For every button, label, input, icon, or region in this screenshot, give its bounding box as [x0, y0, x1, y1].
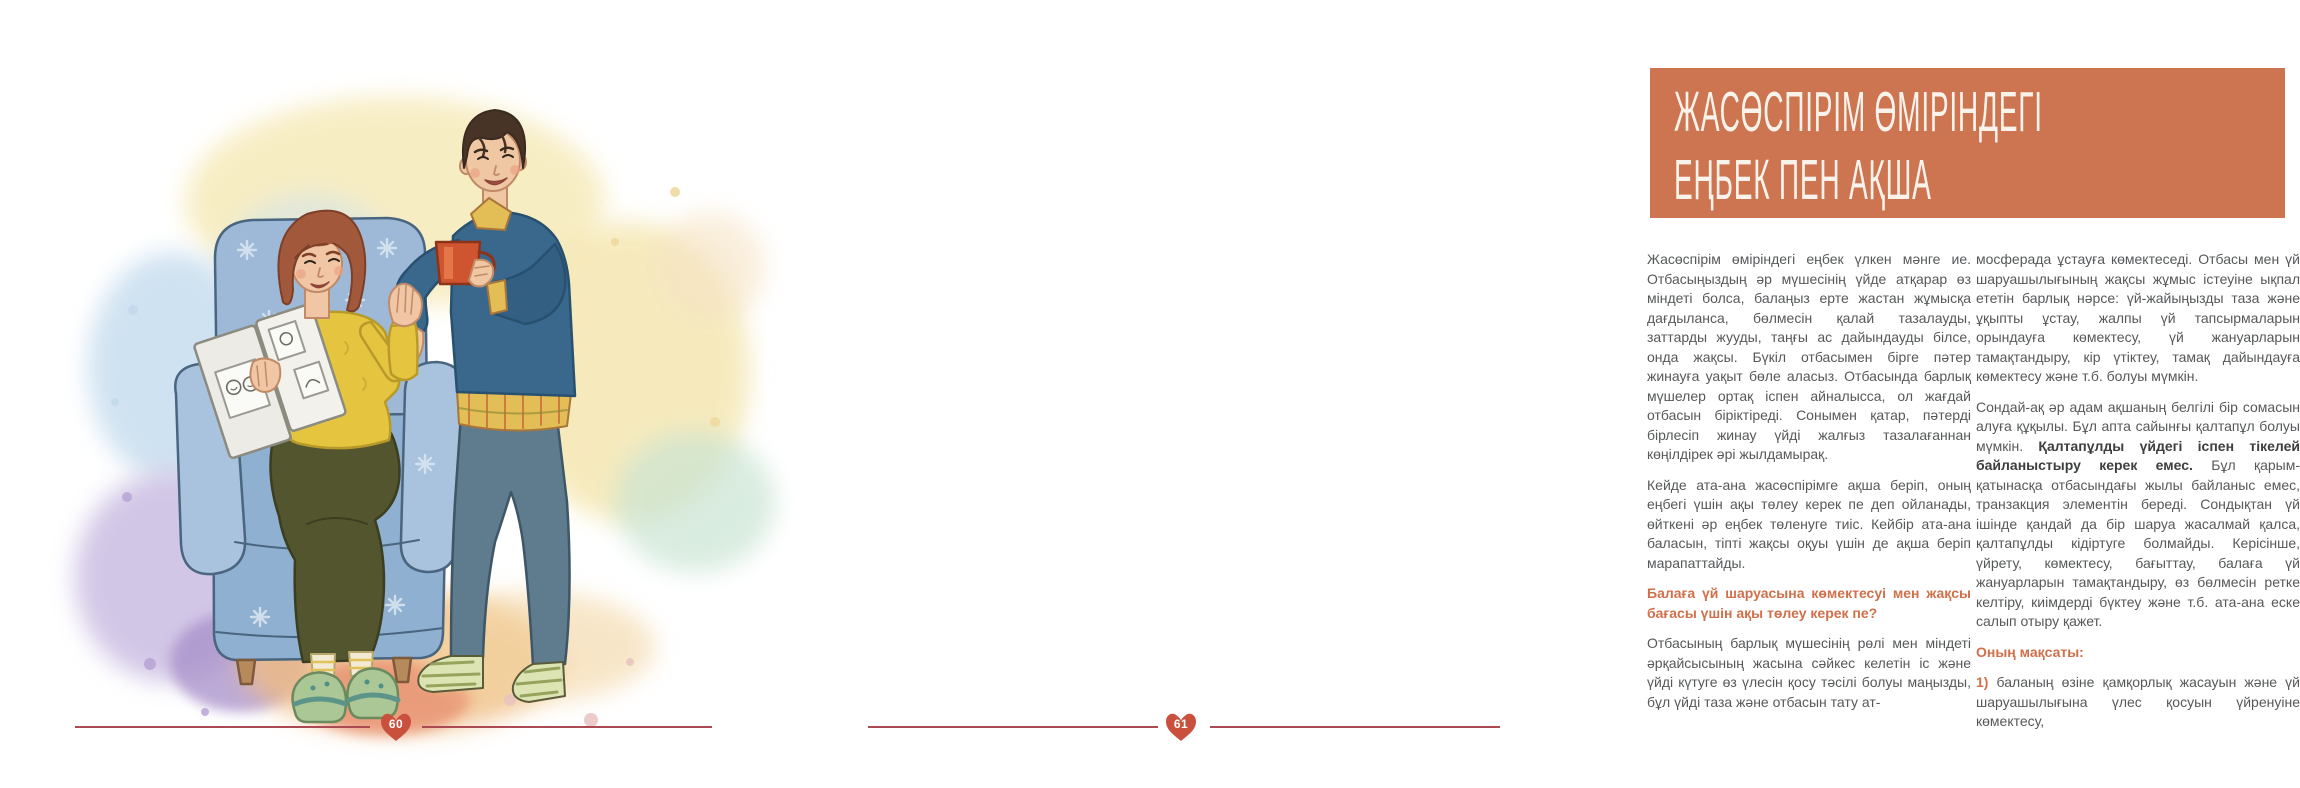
item-number: 1) — [1976, 674, 1989, 690]
chapter-title-banner — [1650, 68, 2285, 218]
paragraph: Сондай-ақ әр адам ақшаның белгілі бір сомасын алуға құқылы. Бұл апта сайынғы қалтапұл болуы мүмкін. Қалтапұлды үйдегі іспен тікелей байланыстыру керек емес. Бұл қарым-қатынасқа отбасындағы жылы байланыс емес, транзакция элементін береді. Сондықтан үй ішінде қандай да бір шаруа жасалмай қалса, қалтапұлды кідіртуге болмайды. Керісінше, үйрету, көмектесу, бағыттау, балаға үй жануарларын тамақтандыру, өз бөлмесін ретке келтіру, киімдерді бүктеу және т.б. ата-ана еске салып отыру қажет. — [1976, 398, 2300, 629]
right-footer-rule — [1210, 726, 1500, 728]
paragraph: Жасөспірім өміріндегі еңбек үлкен мәнге ие. Отбасыңыздың әр мүшесінің үйде атқарар өз міндеті болса, балаңыз ерте жастан жұмысқа дағдыланса, бөлмесін қалай тазалауды, заттарды жууды, таңғы ас дайындауды білсе, онда жақсы. Бүкіл отбасымен бірге пәтер жинауға уақыт бөле аласыз. Отбасында барлық мүшелер ортақ іспен айналысса, ол жағдай отбасын біріктіреді. Сонымен қатар, пәтерді бірлесіп жинау үйді жалғыз тазалағаннан көңілдірек әрі жылдамырақ. — [1647, 251, 1971, 462]
page-number: 61 — [1173, 717, 1189, 731]
right-page-marker — [1164, 711, 1198, 743]
left-footer-rule — [422, 726, 712, 728]
paragraph: Кейде ата-ана жасөспірімге ақша беріп, оның еңбегі үшін ақы төлеу керек пе деп ойланады, өйткені әр еңбек төленуге тиіс. Кейбір ата-ана баласын, тіпті жақсы оқуы үшін де ақша беріп марапаттайды. — [1647, 476, 1971, 571]
left-page — [0, 0, 787, 788]
illustration-family-reading — [55, 72, 780, 717]
text-column-left — [1647, 250, 1971, 723]
bold-emphasis: Қалтапұлды үйдегі іспен тікелей байланыстыру керек емес. — [1976, 437, 2300, 473]
section-subheading: Оның мақсаты: — [1976, 643, 2084, 660]
numbered-item: 1) баланың өзіне қамқорлық жасауын және үй шаруашылығына үлес қосуын үйренуіне көмектесу, — [1976, 674, 2300, 729]
page-number: 60 — [388, 717, 404, 731]
text-column-right — [1976, 250, 2300, 743]
right-footer-rule — [868, 726, 1158, 728]
section-subheading: Балаға үй шаруасына көмектесуі мен жақсы бағасы үшін ақы төлеу керек пе? — [1647, 585, 1971, 621]
chapter-title-line-2: ЕҢБЕК ПЕН АҚША — [1674, 150, 1932, 213]
chapter-title-line-1: ЖАСӨСПІРІМ ӨМІРІНДЕГІ — [1674, 82, 2043, 145]
right-page — [787, 0, 2300, 788]
left-footer-rule — [75, 726, 370, 728]
paragraph: Отбасының барлық мүшесінің рөлі мен міндеті әрқайсысының жасына сәйкес келетін іс және үйді күтуге өз үлесін қосу тәсілі болуы маңызды, бұл үйді таза және отбасын тату ат- — [1647, 635, 1971, 710]
paragraph: мосферада ұстауға көмектеседі. Отбасы мен үй шаруашылығының жақсы жұмыс істеуіне ықпал ететін барлық нәрсе: үй-жайыңызды таза және ұқыпты ұстау, жалпы үй тапсырмаларын орындауға көмектесу, үй жануарларын тамақтандыру, кір үтіктеу, тамақ дайындауға көмектесу және т.б. болуы мүмкін. — [1976, 251, 2300, 384]
left-page-marker — [379, 711, 413, 743]
